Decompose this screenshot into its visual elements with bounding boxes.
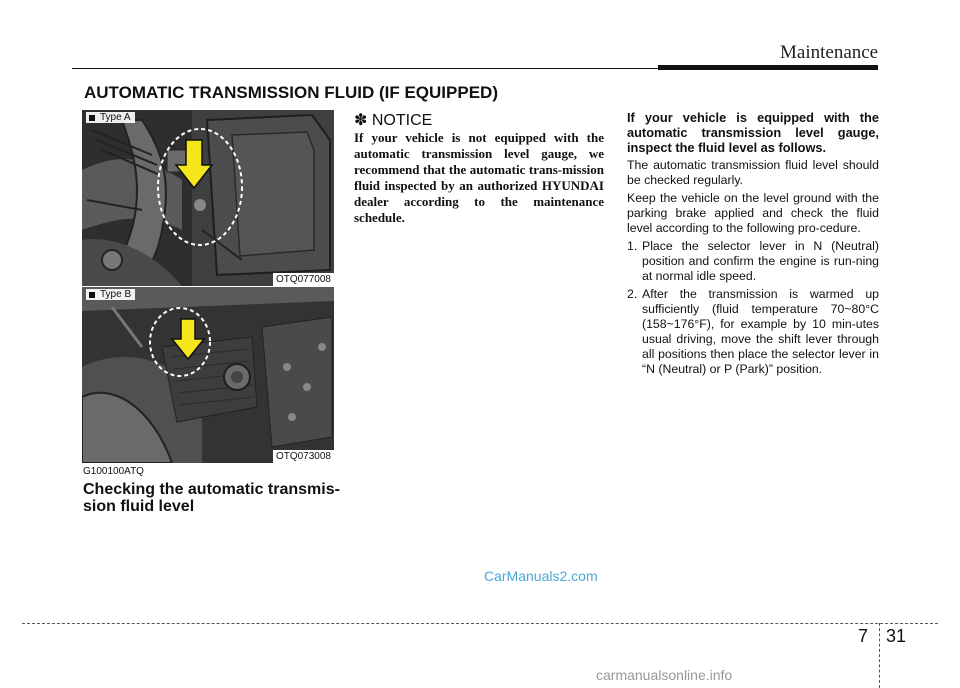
step-text: Place the selector lever in N (Neutral) position and confirm the engine is run-ning at normal idle speed.: [642, 239, 879, 283]
step-number: 1.: [627, 239, 638, 253]
instructions-column: [627, 110, 879, 380]
header-rule-accent: [658, 65, 878, 70]
figure-label-b: Type B: [86, 289, 135, 300]
figure-type-b: [82, 287, 334, 463]
section-subtitle: Checking the automatic transmis- sion fluid level: [83, 481, 340, 515]
steps-list: [627, 239, 879, 377]
section-header: Maintenance: [780, 42, 879, 63]
source-watermark: carmanualsonline.info: [596, 667, 733, 683]
list-item: [627, 287, 879, 377]
header-rule: [72, 68, 658, 69]
figure-type-a: [82, 110, 334, 286]
step-text: After the transmission is warmed up sufficiently (fluid temperature 70~80°C (158~176°F), for example by 10 min-utes usual driving, move the shift lever through all positions then place the selector lever in “N (Neutral) or P (Park)” position.: [642, 287, 879, 376]
figure-label-a: Type A: [86, 112, 135, 123]
chapter-number: 7: [858, 626, 869, 646]
step-number: 2.: [627, 287, 638, 301]
intro-paragraph: If your vehicle is equipped with the automatic transmission level gauge, inspect the fluid level as follows.: [627, 110, 879, 155]
black-square-icon: [89, 292, 95, 298]
notice-title: NOTICE: [371, 112, 433, 129]
engine-photo-b: [82, 287, 334, 463]
black-square-icon: [89, 115, 95, 121]
page-title: AUTOMATIC TRANSMISSION FLUID (IF EQUIPPED): [84, 83, 498, 102]
paragraph: Keep the vehicle on the level ground with the parking brake applied and check the fluid level according to the following pro-cedure.: [627, 191, 879, 235]
footer-divider: [879, 623, 880, 688]
paragraph: The automatic transmission fluid level should be checked regularly.: [627, 158, 879, 187]
page-number: 31: [886, 626, 907, 646]
figure-code-b: OTQ073008: [273, 450, 334, 463]
notice-heading: [354, 110, 432, 130]
figure-code-a: OTQ077008: [273, 273, 334, 286]
asterisk-icon: ✽: [354, 112, 368, 129]
document-code: G100100ATQ: [83, 466, 144, 477]
engine-photo-a: [82, 110, 334, 286]
watermark: CarManuals2.com: [484, 568, 598, 584]
list-item: [627, 239, 879, 284]
footer-rule: [22, 623, 938, 624]
notice-body: If your vehicle is not equipped with the automatic transmission level gauge, we recommend that the automatic trans-mission fluid inspected by an authorized HYUNDAI dealer according to the maintenance schedule.: [354, 130, 604, 225]
